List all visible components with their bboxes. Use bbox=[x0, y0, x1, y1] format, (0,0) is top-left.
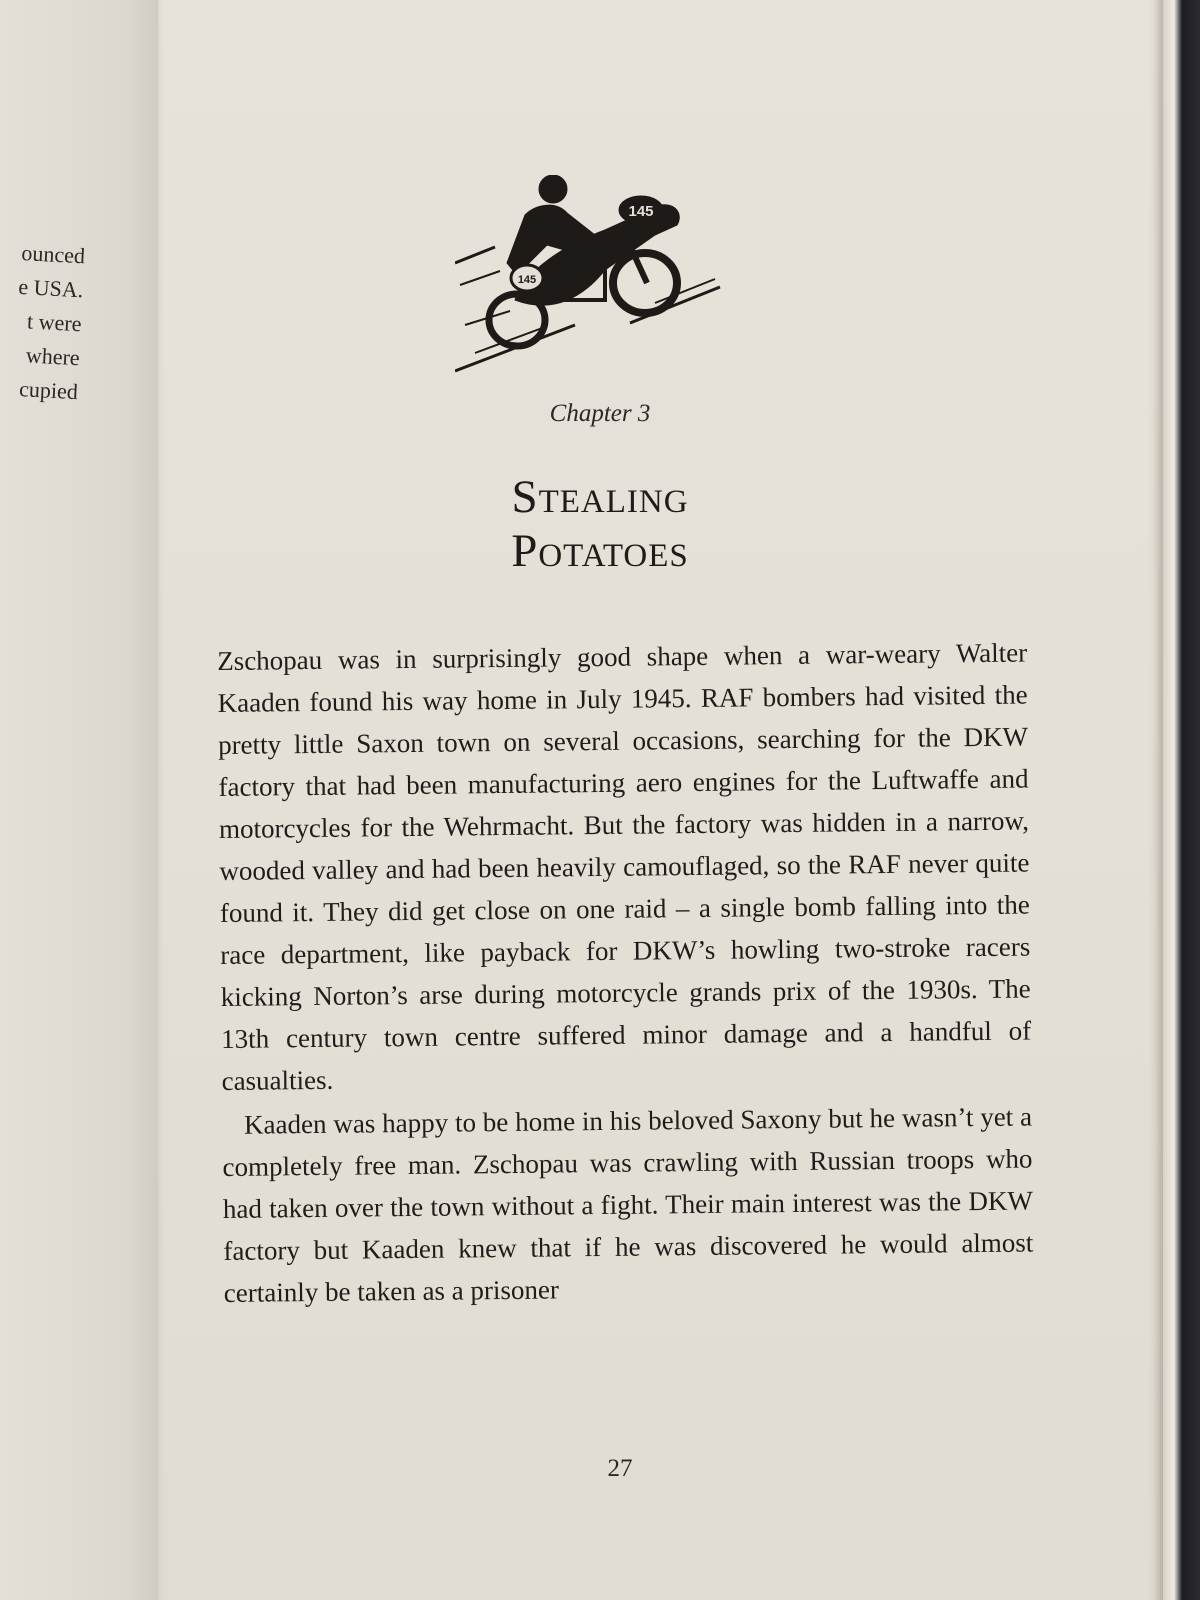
left-page-line: t were bbox=[26, 308, 83, 337]
chapter-title bbox=[390, 470, 810, 578]
motorcycle-racer-illustration bbox=[455, 175, 730, 380]
race-number-front: 145 bbox=[517, 274, 537, 286]
left-page-line: ounced bbox=[20, 240, 86, 269]
chapter-title-line: Potatoes bbox=[511, 525, 689, 577]
left-page-line: where bbox=[25, 342, 81, 371]
paragraph: Kaaden was happy to be home in his beloved Saxony but he wasn’t yet a completely free man. Zschopau was crawling with Russian troops who had taken over the town without a fight. Their main interest was the DKW factory but Kaaden knew that if he was discovered he would almost certainly be taken as a prisoner bbox=[222, 1101, 1034, 1308]
paragraph: Zschopau was in surprisingly good shape when a war-weary Walter Kaaden found his way home in July 1945. RAF bombers had visited the pretty little Saxon town on several occasions, searching for the DKW factory that had been manufacturing aero engines for the Luftwaffe and motorcycles for the Wehrmacht. But the factory was hidden in a narrow, wooded valley and had been heavily camouflaged, so the RAF never quite found it. They did get close on one raid – a single bomb falling into the race department, like payback for DKW’s howling two-stroke racers kicking Norton’s arse during motorcycle grands prix of the 1930s. The 13th century town centre suffered minor damage and a handful of casualties. bbox=[217, 637, 1032, 1096]
chapter-body bbox=[217, 632, 1034, 1314]
page-number: 27 bbox=[607, 1455, 633, 1482]
book-cover-edge bbox=[1160, 0, 1200, 1600]
race-number-side: 145 bbox=[628, 203, 654, 220]
left-page-line: e USA. bbox=[17, 273, 84, 303]
left-page-line: cupied bbox=[18, 376, 79, 405]
left-page-text bbox=[0, 235, 152, 413]
chapter-label: Chapter 3 bbox=[549, 400, 651, 427]
left-page bbox=[0, 0, 183, 1600]
chapter-title-line: Stealing bbox=[511, 471, 689, 523]
